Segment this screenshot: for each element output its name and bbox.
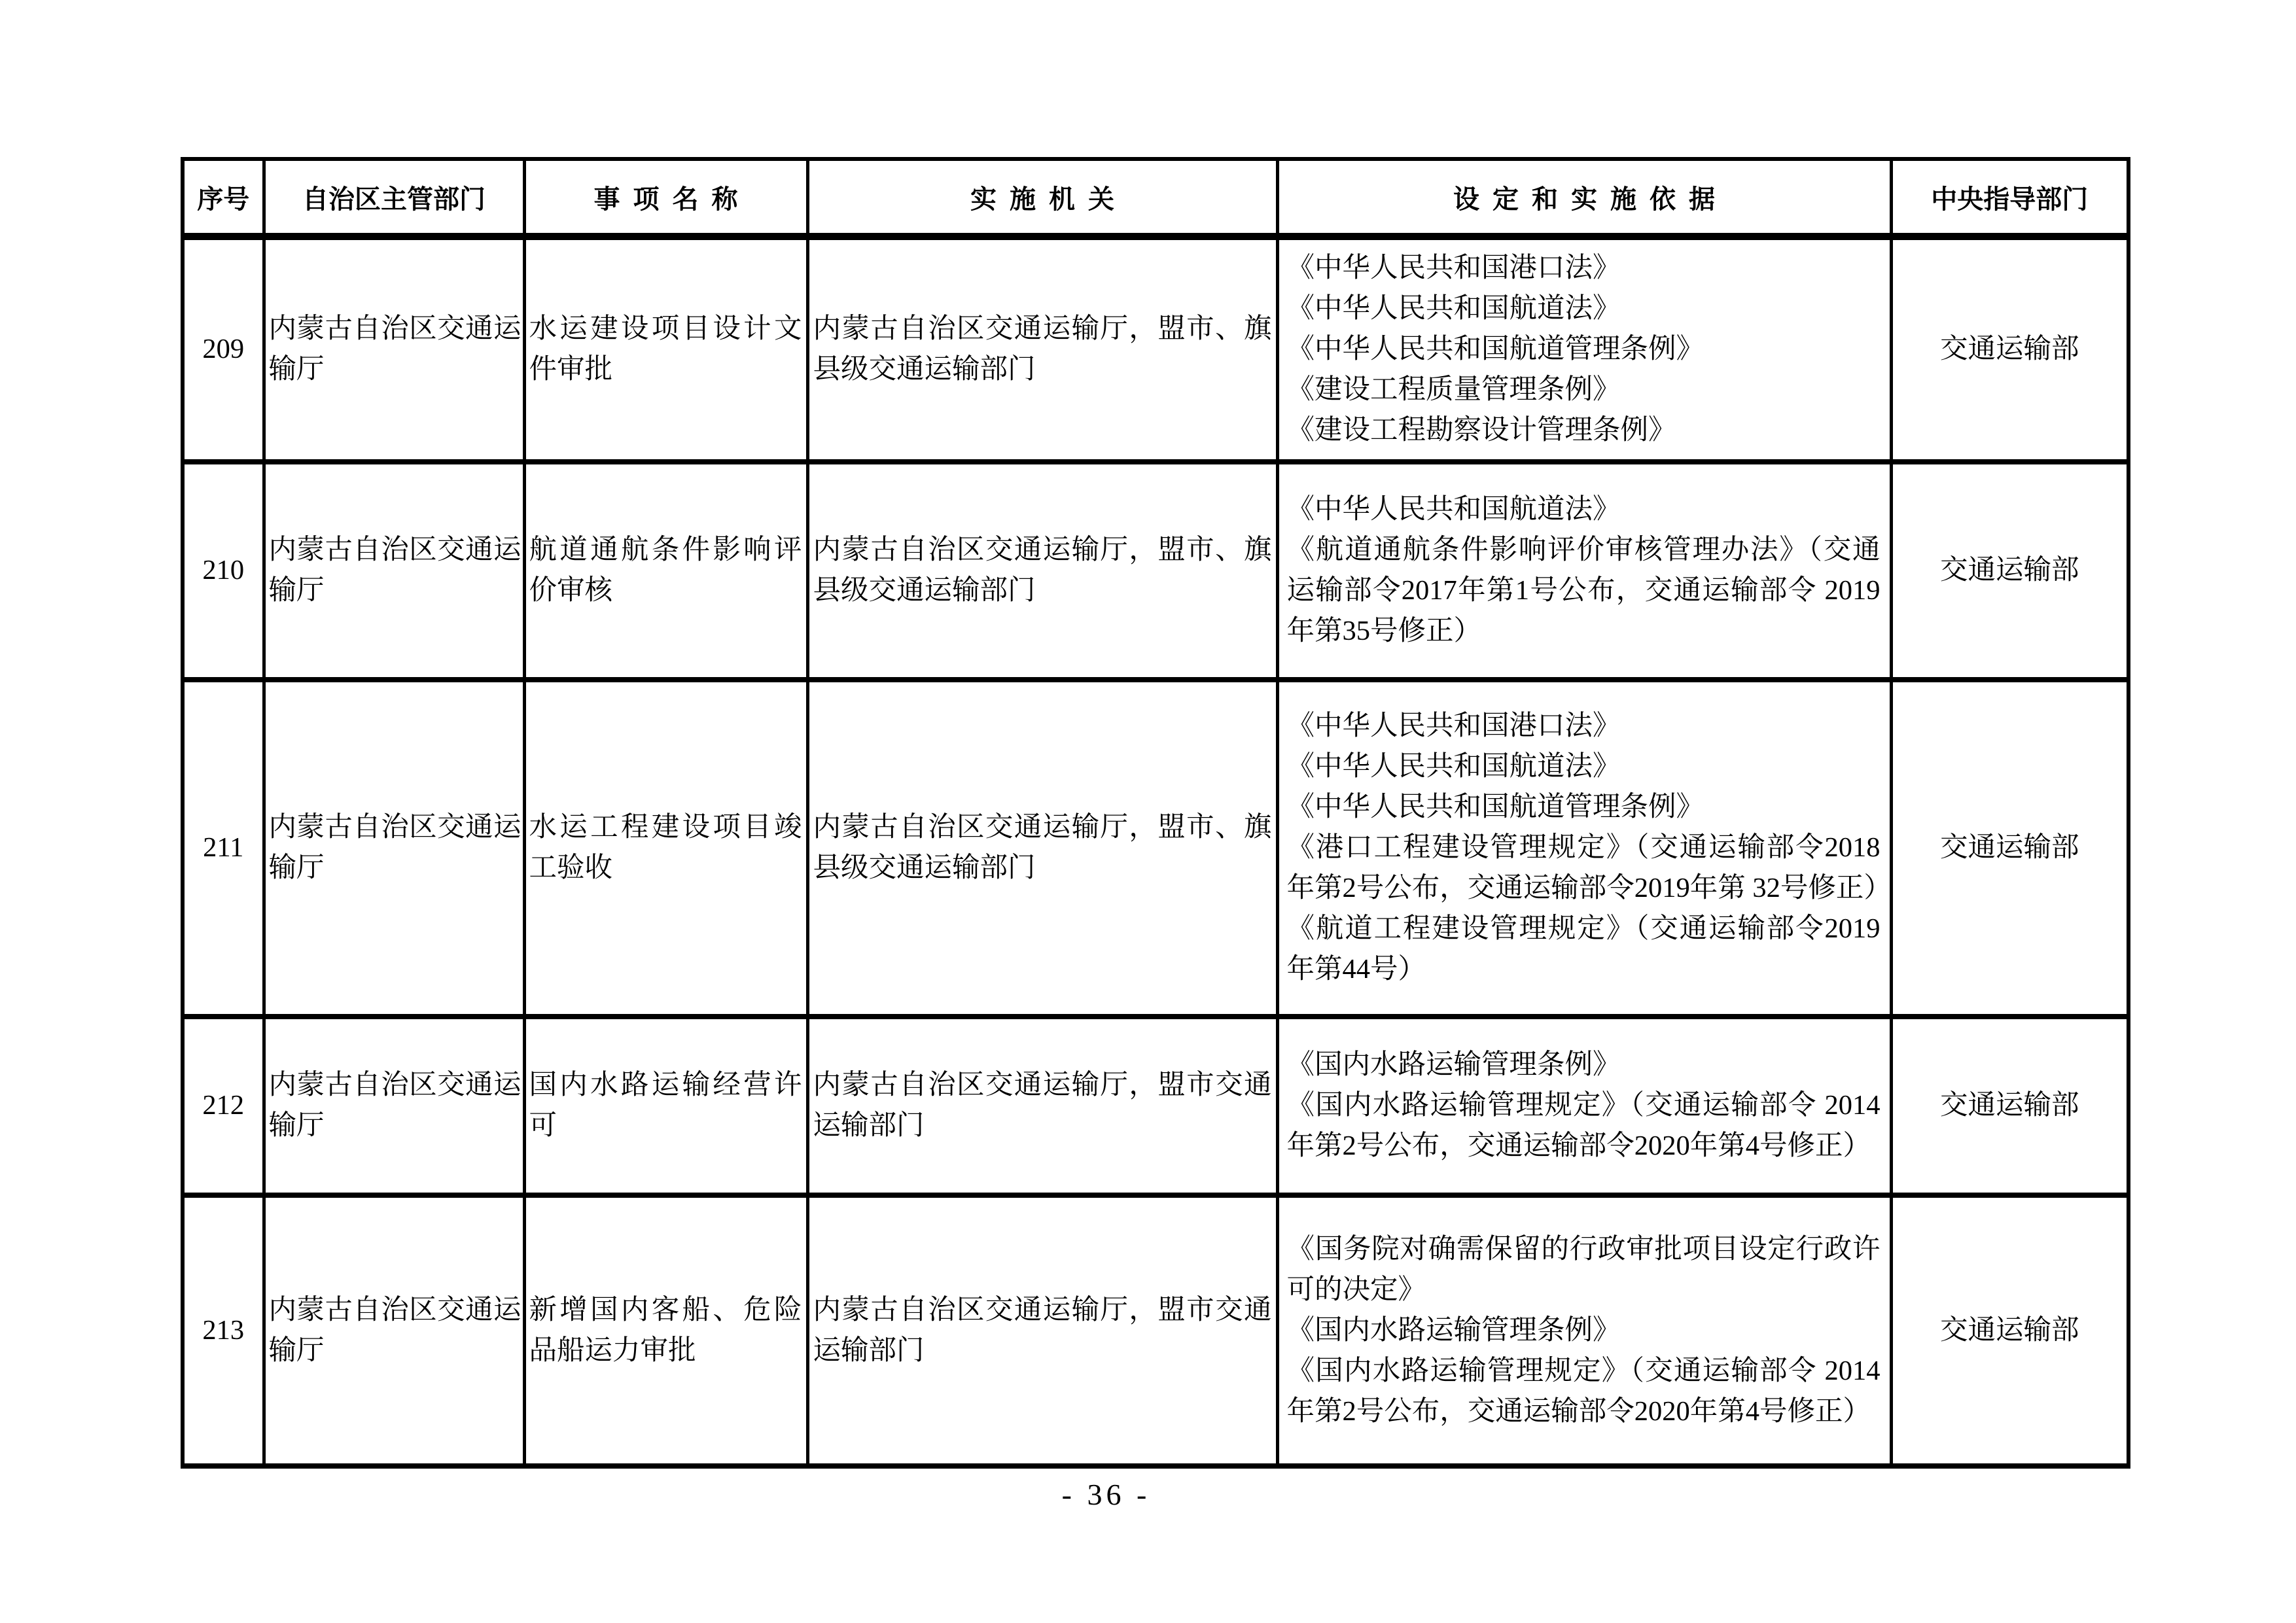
col-header-serial: 序号 — [183, 159, 264, 237]
cell-agency: 内蒙古自治区交通运输厅，盟市交通运输部门 — [807, 1195, 1277, 1466]
page-number: - 36 - — [1061, 1478, 1151, 1511]
cell-department: 内蒙古自治区交通运输厅 — [264, 1017, 524, 1195]
basis-entry: 《中华人民共和国航道管理条例》 — [1286, 792, 1704, 822]
cell-agency: 内蒙古自治区交通运输厅，盟市、旗县级交通运输部门 — [807, 462, 1277, 680]
cell-agency: 内蒙古自治区交通运输厅，盟市、旗县级交通运输部门 — [807, 680, 1277, 1017]
cell-serial: 212 — [183, 1017, 264, 1195]
cell-central-dept: 交通运输部 — [1891, 680, 2128, 1017]
basis-entry: 《港口工程建设管理规定》（交通运输部令2018年第2号公布，交通运输部令2019年第 32号修正） — [1286, 832, 1892, 903]
basis-entry: 《国务院对确需保留的行政审批项目设定行政许可的决定》 — [1286, 1233, 1881, 1305]
basis-entry: 《中华人民共和国港口法》 — [1286, 253, 1621, 284]
cell-central-dept: 交通运输部 — [1891, 1195, 2128, 1466]
cell-item-name: 水运建设项目设计文件审批 — [524, 237, 807, 462]
basis-entry: 《国内水路运输管理规定》（交通运输部令 2014年第2号公布，交通运输部令2020年第4号修正） — [1286, 1090, 1881, 1161]
basis-entry: 《建设工程勘察设计管理条例》 — [1286, 415, 1676, 446]
cell-item-name: 国内水路运输经营许可 — [524, 1017, 807, 1195]
cell-department: 内蒙古自治区交通运输厅 — [264, 237, 524, 462]
cell-basis — [1277, 462, 1891, 680]
cell-serial: 209 — [183, 237, 264, 462]
basis-entry: 《国内水路运输管理条例》 — [1286, 1049, 1621, 1080]
cell-basis — [1277, 680, 1891, 1017]
col-header-basis: 设 定 和 实 施 依 据 — [1277, 159, 1891, 237]
basis-entry: 《航道通航条件影响评价审核管理办法》（交通运输部令2017年第1号公布，交通运输部令 2019年第35号修正） — [1286, 534, 1881, 646]
cell-basis — [1277, 1017, 1891, 1195]
basis-entry: 《中华人民共和国航道法》 — [1286, 494, 1621, 525]
cell-central-dept: 交通运输部 — [1891, 237, 2128, 462]
cell-basis — [1277, 237, 1891, 462]
col-header-agency: 实 施 机 关 — [807, 159, 1277, 237]
cell-item-name: 航道通航条件影响评价审核 — [524, 462, 807, 680]
cell-department: 内蒙古自治区交通运输厅 — [264, 680, 524, 1017]
cell-central-dept: 交通运输部 — [1891, 462, 2128, 680]
header-row — [183, 159, 2128, 237]
basis-entry: 《中华人民共和国港口法》 — [1286, 710, 1621, 741]
table-row-212 — [183, 1017, 2128, 1195]
basis-entry: 《国内水路运输管理条例》 — [1286, 1314, 1621, 1346]
cell-department: 内蒙古自治区交通运输厅 — [264, 462, 524, 680]
basis-entry: 《国内水路运输管理规定》（交通运输部令 2014年第2号公布，交通运输部令2020年第4号修正） — [1286, 1355, 1881, 1427]
cell-basis — [1277, 1195, 1891, 1466]
cell-agency: 内蒙古自治区交通运输厅，盟市交通运输部门 — [807, 1017, 1277, 1195]
basis-entry: 《建设工程质量管理条例》 — [1286, 374, 1621, 406]
table-row-213 — [183, 1195, 2128, 1466]
cell-central-dept: 交通运输部 — [1891, 1017, 2128, 1195]
cell-serial: 210 — [183, 462, 264, 680]
basis-entry: 《中华人民共和国航道法》 — [1286, 293, 1621, 324]
col-header-department: 自治区主管部门 — [264, 159, 524, 237]
basis-entry: 《中华人民共和国航道法》 — [1286, 751, 1621, 782]
table-row-209 — [183, 237, 2128, 462]
col-header-item-name: 事 项 名 称 — [524, 159, 807, 237]
cell-item-name: 水运工程建设项目竣工验收 — [524, 680, 807, 1017]
basis-entry: 《航道工程建设管理规定》（交通运输部令2019年第44号） — [1286, 913, 1881, 985]
table-row-211 — [183, 680, 2128, 1017]
table-row-210 — [183, 462, 2128, 680]
cell-serial: 213 — [183, 1195, 264, 1466]
cell-serial: 211 — [183, 680, 264, 1017]
col-header-central-dept: 中央指导部门 — [1891, 159, 2128, 237]
approval-items-table — [181, 157, 2130, 1469]
cell-item-name: 新增国内客船、危险品船运力审批 — [524, 1195, 807, 1466]
cell-agency: 内蒙古自治区交通运输厅，盟市、旗县级交通运输部门 — [807, 237, 1277, 462]
basis-entry: 《中华人民共和国航道管理条例》 — [1286, 334, 1704, 365]
cell-department: 内蒙古自治区交通运输厅 — [264, 1195, 524, 1466]
